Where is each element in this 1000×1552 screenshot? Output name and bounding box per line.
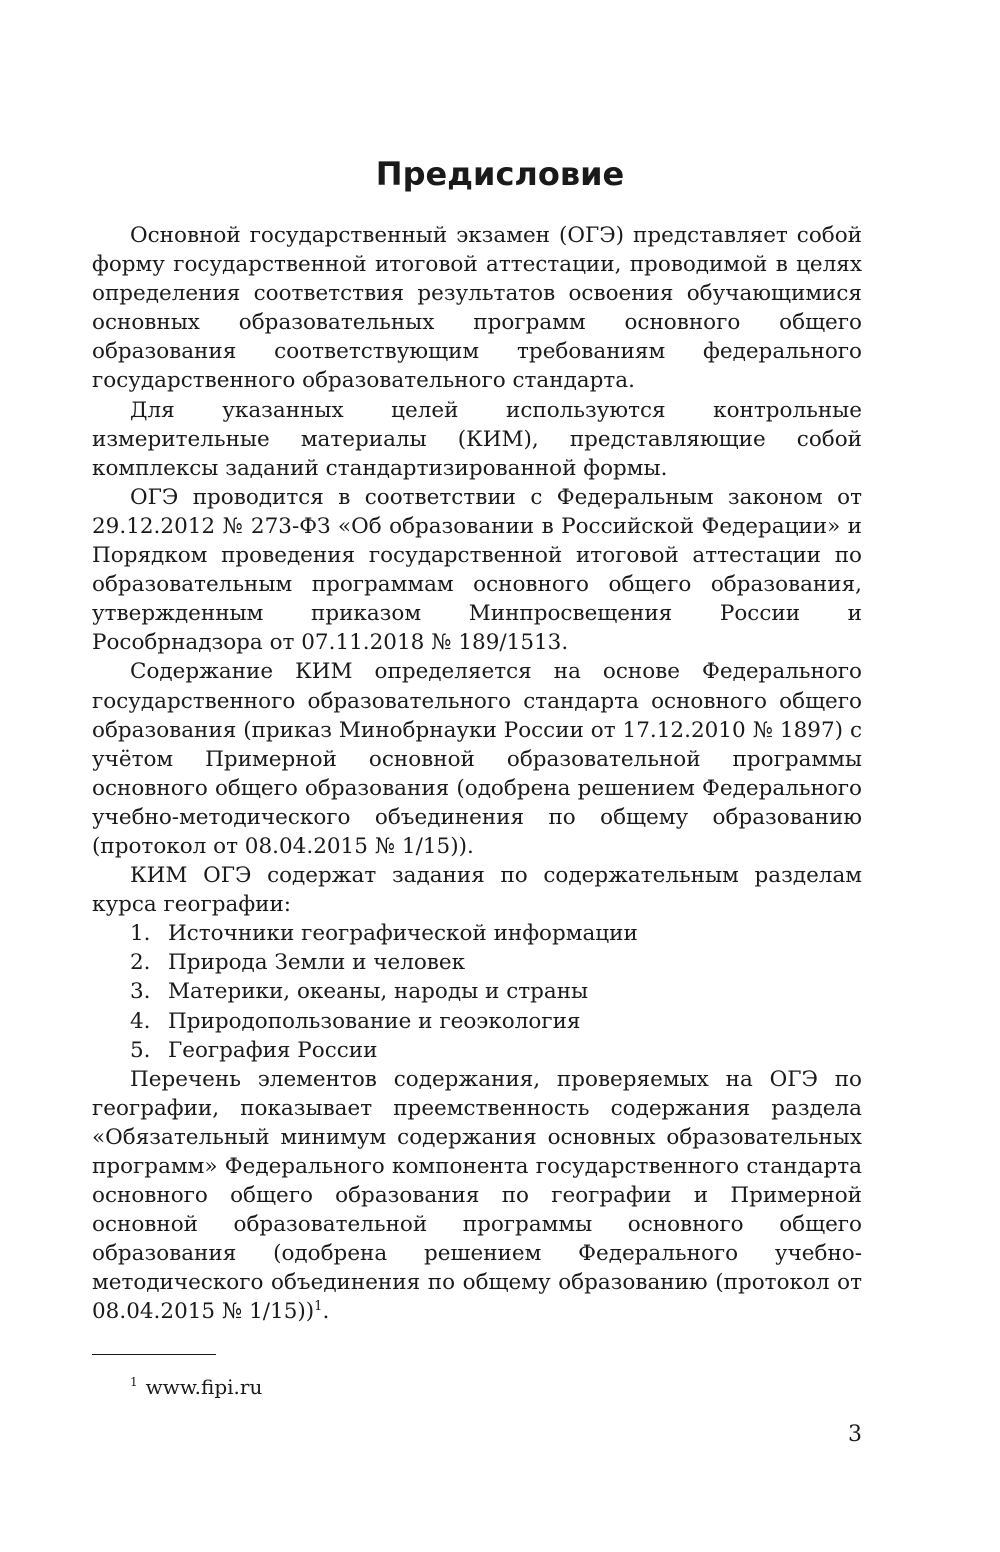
page-title: Предисловие — [375, 155, 625, 193]
footnote-divider — [92, 1354, 216, 1355]
list-item-label: Природа Земли и человек — [168, 950, 466, 976]
list-item — [92, 1007, 862, 1036]
list-item — [92, 1036, 862, 1065]
paragraph-kim-content: Содержание КИМ определяется на основе Федерального государственного образовательного стандарта основного общего образования (приказ Минобрнауки России от 17.12.2010 № 1897) с учётом Примерной основной образовательной программы основного общего образования (одобрена решением Федерального учебно-методического объединения по общему образованию (протокол от 08.04.2015 № 1/15)). — [92, 659, 862, 859]
list-item-label: Природопользование и геоэкология — [168, 1008, 581, 1034]
list-item-number: 2. — [130, 950, 151, 976]
list-item-number: 5. — [130, 1037, 151, 1063]
paragraph-kim-purpose: Для указанных целей используются контрольные измерительные материалы (КИМ), представляющие собой комплексы заданий стандартизированной формы. — [92, 397, 862, 481]
list-item — [92, 977, 862, 1006]
list-item-label: Материки, океаны, народы и страны — [168, 979, 589, 1005]
list-item — [92, 948, 862, 977]
list-item-number: 3. — [130, 979, 151, 1005]
list-item-label: География России — [168, 1037, 378, 1063]
page-number: 3 — [848, 1422, 862, 1447]
list-item-number: 1. — [130, 921, 151, 947]
list-item-number: 4. — [130, 1008, 151, 1034]
paragraph-content-continuity-text: Перечень элементов содержания, проверяемых на ОГЭ по географии, показывает преемственность содержания раздела «Обязательный минимум содержания основных образовательных программ» Федерального компонента государственного стандарта основного общего образования по географии и Примерной основной образовательной программы основного общего образования (одобрена решением Федерального учебно-методического объединения по общему образованию (протокол от 08.04.2015 № 1/15)) — [92, 1066, 862, 1325]
footnote-link[interactable]: www.fipi.ru — [145, 1375, 263, 1399]
preface-body — [92, 221, 862, 1327]
list-item-label: Источники географической информации — [168, 921, 638, 947]
paragraph-legal-basis: ОГЭ проводится в соответствии с Федеральным законом от 29.12.2012 № 273-ФЗ «Об образовании в Российской Федерации» и Порядком проведения государственной итоговой аттестации по образовательным программам основного общего образования, утвержденным приказом Минпросвещения России и Рособрнадзора от 07.11.2018 № 189/1513. — [92, 484, 862, 656]
paragraph-content-continuity: Перечень элементов содержания, проверяемых на ОГЭ по географии, показывает преемственность содержания раздела «Обязательный минимум содержания основных образовательных программ» Федерального компонента государственного стандарта основного общего образования по географии и Примерной основной образовательной программы основного общего образования (одобрена решением Федерального учебно-методического объединения по общему образованию (протокол от 08.04.2015 № 1/15))$^1$. — [92, 1066, 862, 1325]
paragraph-exam-definition: Основной государственный экзамен (ОГЭ) представляет собой форму государственной итоговой аттестации, проводимой в целях определения соответствия результатов освоения обучающимися основных образовательных программ основного общего образования соответствующим требованиям федерального государственного образовательного стандарта. — [92, 223, 862, 394]
footnote-mark: 1 — [130, 1375, 138, 1390]
list-item — [92, 919, 862, 948]
footnote — [130, 1374, 262, 1400]
sections-list — [92, 919, 862, 1064]
footnote-reference[interactable]: 1 — [314, 1299, 323, 1315]
paragraph-sections-intro: КИМ ОГЭ содержат задания по содержательным разделам курса географии: — [92, 863, 862, 918]
